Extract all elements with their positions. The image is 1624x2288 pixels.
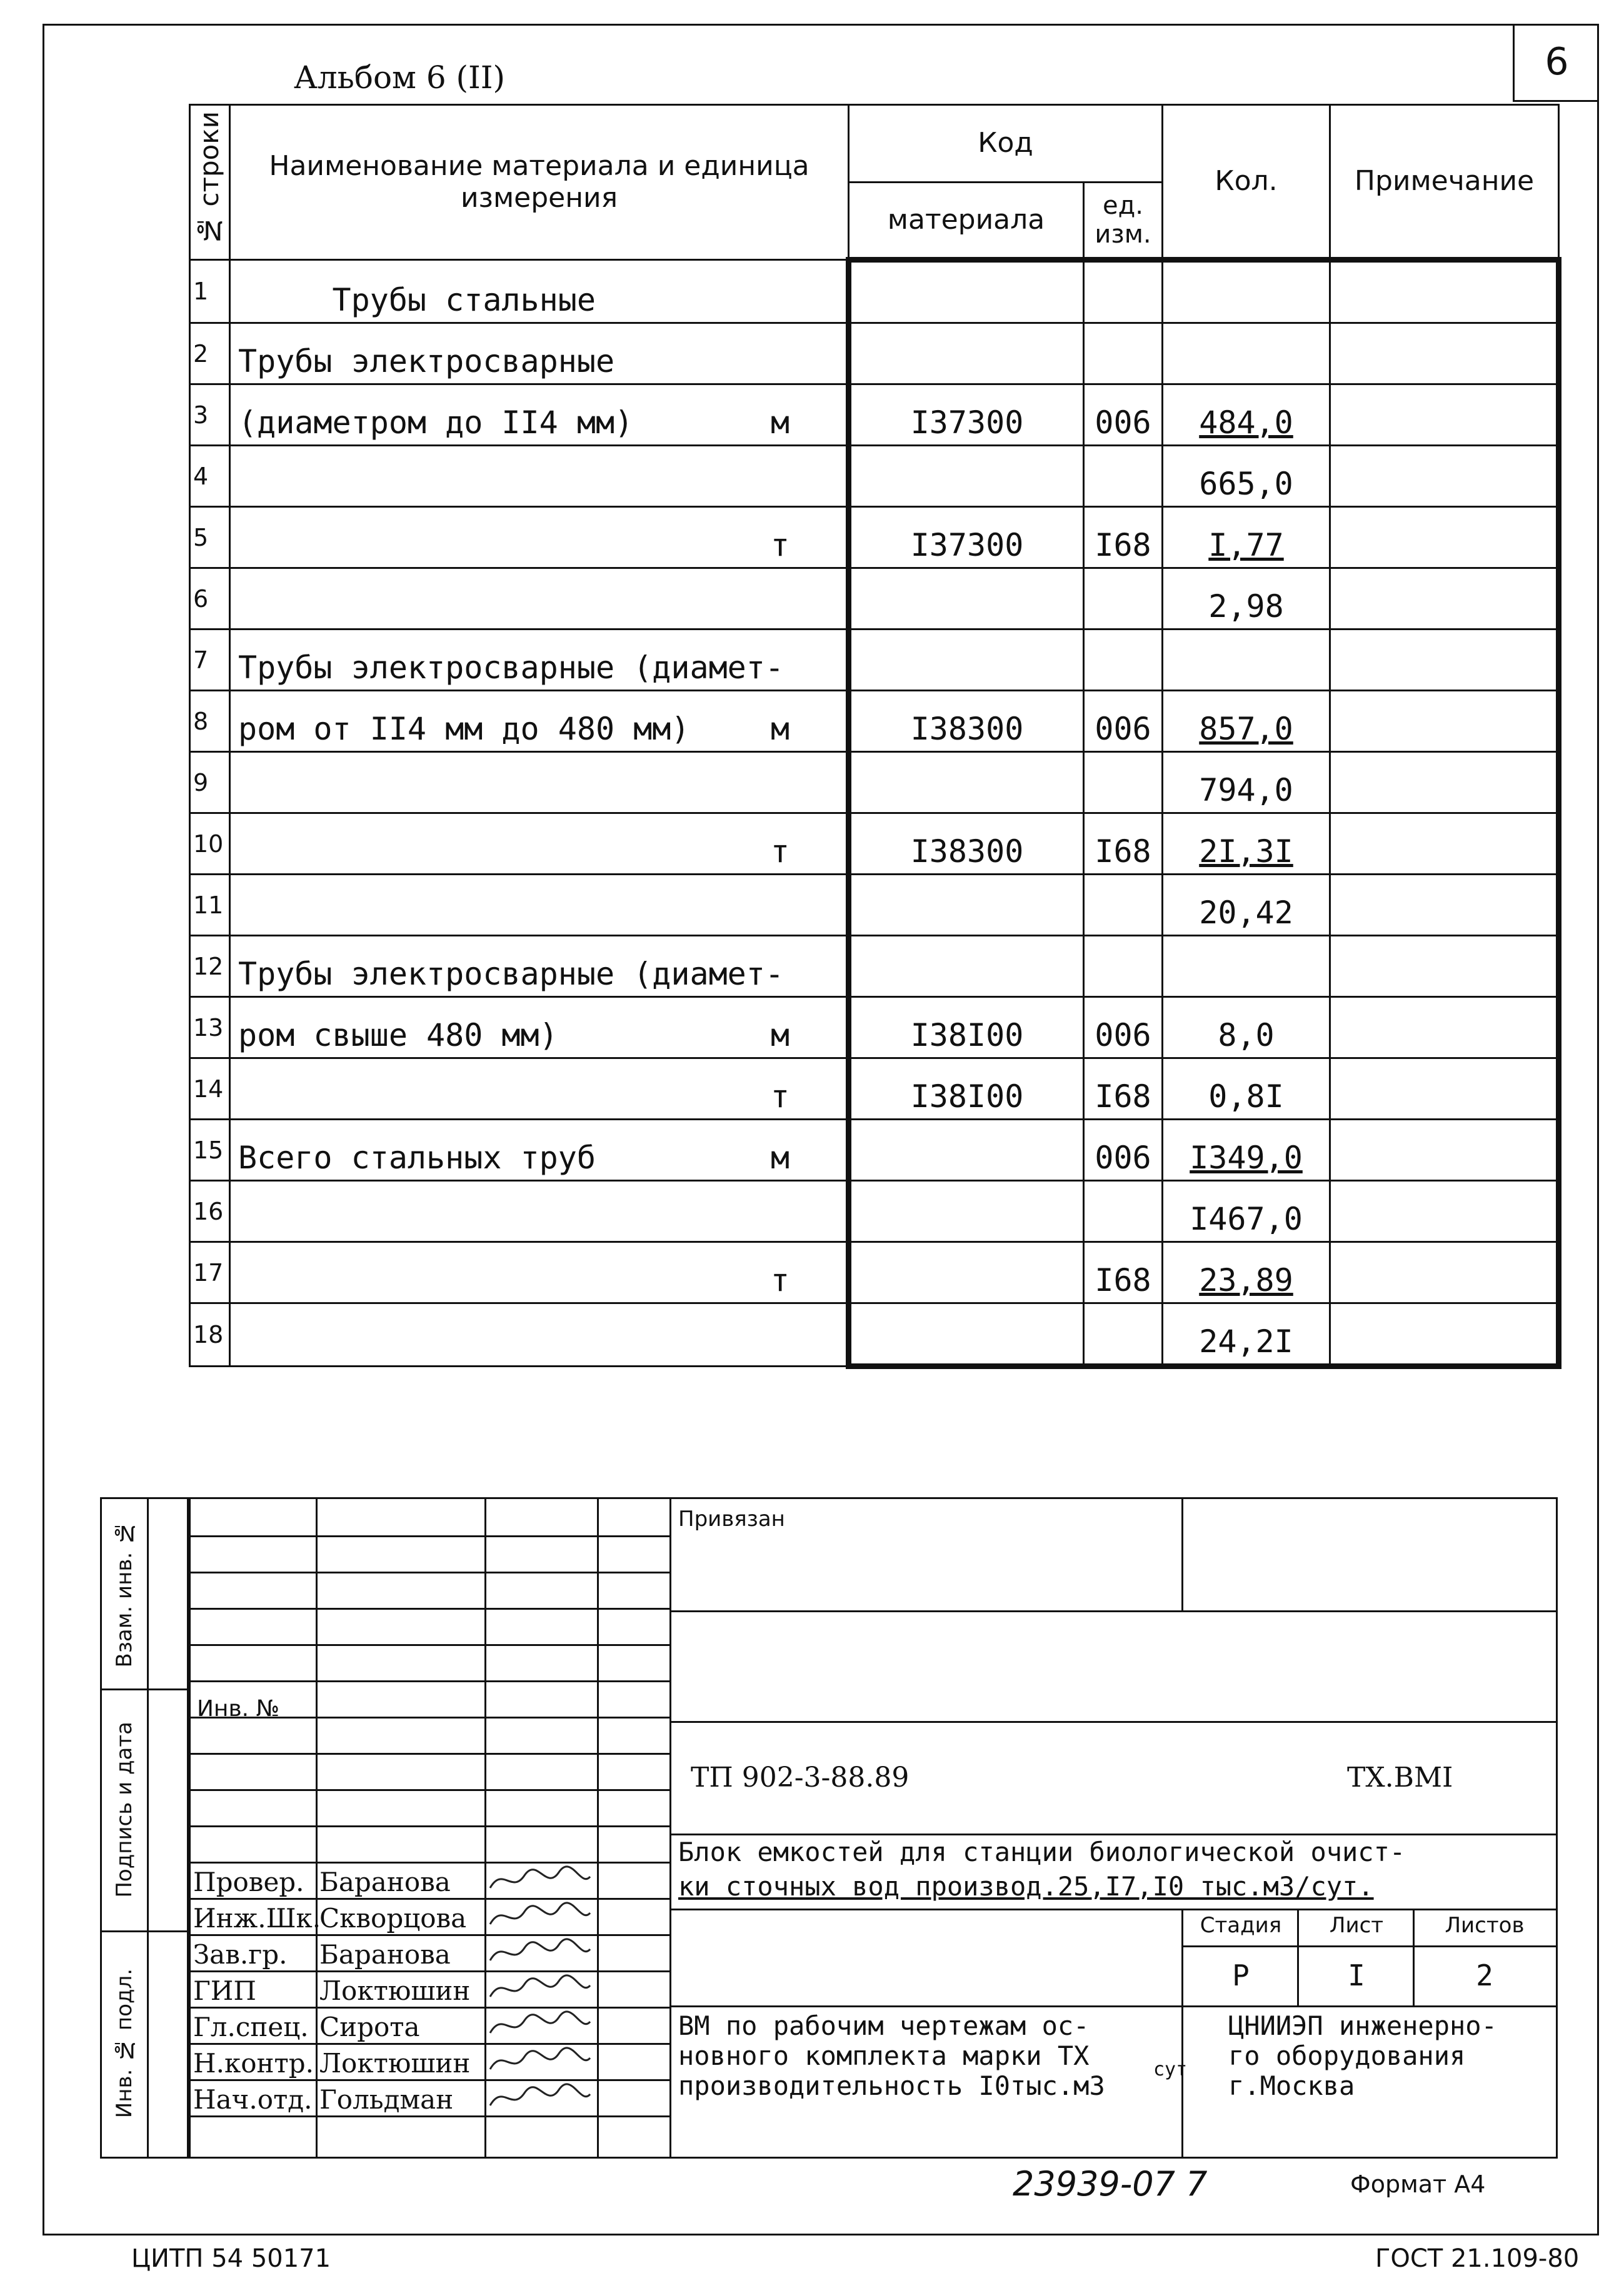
row-material-code: I38300 [849,813,1084,875]
row-qty: 794,0 [1163,752,1330,813]
row-name-text: (диаметром до II4 мм) [238,404,634,441]
row-note [1330,813,1559,875]
row-note [1330,691,1559,752]
row-material-code: I37300 [849,384,1084,446]
table-row [190,691,1559,752]
table-row [190,323,1559,384]
row-note [1330,260,1559,323]
footer-left: ЦИТП 54 50171 [131,2244,331,2273]
row-unit-code [1084,446,1163,507]
sheets-label: Листов [1445,1913,1525,1938]
signature-icon [487,2080,593,2115]
signature-icon [487,1935,593,1970]
row-name [230,323,849,384]
row-name [230,446,849,507]
row-qty: I,77 [1163,507,1330,568]
row-note [1330,1181,1559,1242]
row-qty [1163,630,1330,691]
row-material-code: I38I00 [849,997,1084,1058]
row-unit-text: т [770,833,789,870]
signature-icon [487,2044,593,2079]
title-line-1: Блок емкостей для станции биологической очист- [678,1837,1406,1867]
desc-line-3: производительность I0тыс.м3 [678,2070,1105,2101]
row-qty: 0,8I [1163,1058,1330,1120]
stamp-person-name: Баранова [319,1867,451,1897]
header-row-no: № строки [190,105,230,260]
row-name [230,997,849,1058]
row-name [230,936,849,997]
row-note [1330,875,1559,936]
row-qty: 484,0 [1163,384,1330,446]
side-column [100,1497,189,2159]
row-unit-text: м [770,711,789,747]
org-line-1: ЦНИИЭП инженерно- [1228,2010,1497,2041]
row-number: 14 [190,1058,230,1120]
row-number: 6 [190,568,230,630]
row-number: 1 [190,260,230,323]
row-unit-code: 006 [1084,691,1163,752]
row-name-text: Трубы электросварные (диамет- [238,956,784,992]
row-note [1330,630,1559,691]
privyazan-label: Привязан [678,1507,785,1532]
row-note [1330,1303,1559,1367]
row-material-code [849,260,1084,323]
row-name-text: Трубы электросварные [238,343,615,379]
table-row [190,813,1559,875]
row-unit-code [1084,752,1163,813]
table-row [190,1303,1559,1367]
row-number: 7 [190,630,230,691]
stamp-role: Н.контр. [193,2048,314,2079]
side-label-podpis: Подпись и дата [112,1721,137,1898]
org-line-3: г.Москва [1228,2070,1355,2101]
stamp-role: Нач.отд. [193,2084,313,2115]
row-name [230,630,849,691]
row-qty [1163,260,1330,323]
row-number: 4 [190,446,230,507]
row-unit-text: т [770,1078,789,1115]
row-name [230,752,849,813]
row-number: 10 [190,813,230,875]
stamp-role: Гл.спец. [193,2012,309,2042]
row-unit-text: м [770,1017,789,1053]
row-number: 2 [190,323,230,384]
row-note [1330,752,1559,813]
row-unit-code: I68 [1084,507,1163,568]
row-unit-code [1084,936,1163,997]
row-material-code [849,630,1084,691]
stamp-role: Провер. [193,1867,304,1897]
row-name [230,1058,849,1120]
table-row [190,1120,1559,1181]
row-note [1330,446,1559,507]
row-unit-code [1084,1181,1163,1242]
row-material-code [849,1303,1084,1367]
row-qty: 665,0 [1163,446,1330,507]
inventory-number: 23939-07 7 [1013,2164,1208,2204]
inv-no-label: Инв. № [197,1696,280,1722]
table-row [190,568,1559,630]
row-qty: I349,0 [1163,1120,1330,1181]
row-unit-code [1084,875,1163,936]
sheets-value: 2 [1476,1959,1493,1992]
table-row [190,1058,1559,1120]
stamp-person-name: Локтюшин [319,2048,471,2079]
header-qty: Кол. [1163,105,1330,260]
row-number: 11 [190,875,230,936]
row-unit-code: 006 [1084,997,1163,1058]
stamp-person-name: Гольдман [319,2084,454,2115]
org-line-2: го оборудования [1228,2040,1466,2071]
sheet-number: 6 [1513,24,1599,102]
row-material-code: I38300 [849,691,1084,752]
row-unit-text: т [770,527,789,563]
doc-mark: ТХ.ВМI [1347,1762,1453,1794]
row-unit-code: I68 [1084,813,1163,875]
row-unit-code: 006 [1084,384,1163,446]
row-name [230,1303,849,1367]
row-material-code [849,446,1084,507]
row-note [1330,997,1559,1058]
table-row [190,260,1559,323]
table-row [190,446,1559,507]
row-name-text: ром свыше 480 мм) [238,1017,558,1053]
row-material-code [849,752,1084,813]
materials-table [189,104,1561,1369]
row-number: 16 [190,1181,230,1242]
row-unit-code: 006 [1084,1120,1163,1181]
row-unit-code [1084,323,1163,384]
row-name-text: Трубы стальные [238,282,596,318]
table-row [190,997,1559,1058]
row-qty: 24,2I [1163,1303,1330,1367]
row-material-code [849,1181,1084,1242]
row-qty: 8,0 [1163,997,1330,1058]
footer-right: ГОСТ 21.109-80 [1375,2244,1580,2273]
row-number: 17 [190,1242,230,1303]
stamp-role: Зав.гр. [193,1939,288,1970]
table-row [190,630,1559,691]
table-row [190,875,1559,936]
row-note [1330,568,1559,630]
stamp-person-name: Сирота [319,2012,420,2042]
row-material-code [849,936,1084,997]
desc-sut: сут [1153,2059,1188,2080]
stage-label: Стадия [1200,1913,1282,1938]
row-note [1330,323,1559,384]
row-qty: I467,0 [1163,1181,1330,1242]
sheet-value: I [1348,1959,1365,1992]
row-unit-code: I68 [1084,1242,1163,1303]
row-name [230,384,849,446]
stamp-role: ГИП [193,1975,257,2006]
title-block [189,1497,1558,2159]
stamp-role: Инж.Шк. [193,1903,321,1934]
row-material-code [849,875,1084,936]
row-name [230,1242,849,1303]
row-qty [1163,936,1330,997]
row-material-code [849,323,1084,384]
row-name-text: Трубы электросварные (диамет- [238,650,784,686]
row-number: 8 [190,691,230,752]
row-unit-text: м [770,404,789,441]
row-qty: 23,89 [1163,1242,1330,1303]
side-label-vzam: Взам. инв. № [112,1520,137,1668]
row-qty [1163,323,1330,384]
row-unit-code: I68 [1084,1058,1163,1120]
title-line-2: ки сточных вод производ.25,I7,I0 тыс.м3/сут. [678,1871,1374,1902]
row-material-code: I38I00 [849,1058,1084,1120]
row-unit-code [1084,1303,1163,1367]
signature-icon [487,1863,593,1898]
desc-line-2: новного комплекта марки ТХ [678,2040,1090,2071]
row-note [1330,507,1559,568]
row-material-code [849,568,1084,630]
row-name [230,507,849,568]
row-qty: 2,98 [1163,568,1330,630]
header-name: Наименование материала и единица измерения [230,105,849,260]
row-number: 3 [190,384,230,446]
row-note [1330,1120,1559,1181]
stamp-person-name: Локтюшин [319,1975,471,2006]
row-unit-code [1084,630,1163,691]
side-label-inv-podl: Инв. № подл. [112,1969,137,2119]
table-row [190,936,1559,997]
desc-line-1: ВМ по рабочим чертежам ос- [678,2010,1090,2041]
signature-icon [487,2008,593,2043]
row-name [230,875,849,936]
doc-code: ТП 902-3-88.89 [691,1762,910,1794]
signature-icon [487,1899,593,1934]
table-row [190,1181,1559,1242]
row-qty: 2I,3I [1163,813,1330,875]
stamp-person-name: Баранова [319,1939,451,1970]
header-code: Код [849,105,1163,183]
row-material-code [849,1242,1084,1303]
header-material: материала [849,183,1084,260]
row-note [1330,384,1559,446]
row-unit-text: м [770,1140,789,1176]
row-number: 12 [190,936,230,997]
row-unit-code [1084,260,1163,323]
table-row [190,752,1559,813]
row-qty: 20,42 [1163,875,1330,936]
stamp-person-name: Скворцова [319,1903,467,1934]
sheet-label: Лист [1329,1913,1384,1938]
row-note [1330,1242,1559,1303]
row-number: 18 [190,1303,230,1367]
signature-icon [487,1972,593,2007]
row-name-text: ром от II4 мм до 480 мм) [238,711,690,747]
row-note [1330,1058,1559,1120]
row-unit-code [1084,568,1163,630]
header-unit: ед. изм. [1084,183,1163,260]
row-name [230,568,849,630]
album-title: Альбом 6 (II) [294,59,506,96]
row-number: 5 [190,507,230,568]
row-name-text: Всего стальных труб [238,1140,596,1176]
row-material-code: I37300 [849,507,1084,568]
row-name [230,813,849,875]
row-name [230,691,849,752]
stage-value: Р [1232,1959,1250,1992]
row-note [1330,936,1559,997]
row-material-code [849,1120,1084,1181]
table-row [190,1242,1559,1303]
table-row [190,384,1559,446]
header-note: Примечание [1330,105,1559,260]
row-name [230,1181,849,1242]
row-number: 15 [190,1120,230,1181]
row-unit-text: т [770,1262,789,1298]
row-qty: 857,0 [1163,691,1330,752]
table-row [190,507,1559,568]
row-name [230,1120,849,1181]
format-label: Формат А4 [1350,2170,1486,2198]
row-name [230,260,849,323]
row-number: 13 [190,997,230,1058]
row-number: 9 [190,752,230,813]
